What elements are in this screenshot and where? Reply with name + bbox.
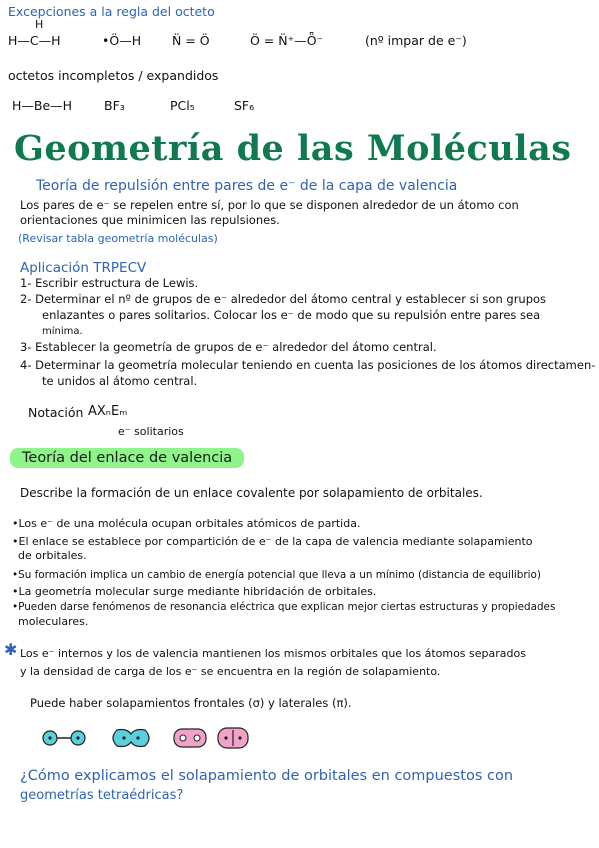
step-2-line-3: mínima. (42, 326, 83, 337)
molecule-oh: •Ö—H (102, 33, 142, 48)
application-heading: Aplicación TRPECV (20, 260, 147, 276)
tev-heading: Teoría del enlace de valencia (10, 448, 244, 468)
orbital-p-p-icon (174, 729, 206, 747)
molecule-no: N̈ = Ö (172, 33, 210, 48)
star-note-line-2: y la densidad de carga de los e⁻ se encuentra en la región de solapamiento. (20, 665, 441, 678)
tev-bullet-1: •Los e⁻ de una molécula ocupan orbitales atómicos de partida. (12, 517, 361, 530)
methyl-top-h: H (35, 18, 44, 31)
page-title: Geometría de las Moléculas (14, 128, 572, 169)
exceptions-heading: Excepciones a la regla del octeto (8, 4, 215, 19)
octets-heading: octetos incompletos / expandidos (8, 68, 219, 83)
notation-lone-pairs: e⁻ solitarios (118, 425, 184, 438)
example-sf6: SF₆ (234, 98, 255, 113)
orbital-lateral-icon (218, 728, 248, 748)
notation-formula: AXₙEₘ (88, 404, 128, 419)
step-2-line-1: 2- Determinar el nº de grupos de e⁻ alrededor del átomo central y establecer si son grupos (20, 292, 547, 306)
example-beh2: H—Be—H (12, 98, 73, 113)
trpev-heading: Teoría de repulsión entre pares de e⁻ de la capa de valencia (36, 178, 458, 194)
orbital-overlap-icon (113, 730, 149, 747)
step-4-line-1: 4- Determinar la geometría molecular teniendo en cuenta las posiciones de los átomos directamen- (20, 358, 596, 372)
notation-label: Notación (28, 405, 84, 420)
molecule-no2: Ö = N̈⁺—Ȫ⁻ (250, 33, 324, 48)
molecule-ch3: H—C—H (8, 33, 61, 48)
overlap-types: Puede haber solapamientos frontales (σ) y laterales (π). (30, 696, 352, 710)
step-4-line-2: te unidos al átomo central. (42, 374, 198, 388)
tev-description: Describe la formación de un enlace covalente por solapamiento de orbitales. (20, 486, 483, 500)
question-line-2: geometrías tetraédricas? (20, 788, 184, 803)
step-3: 3- Establecer la geometría de grupos de e⁻ alrededor del átomo central. (20, 340, 437, 354)
star-icon: ✱ (4, 640, 18, 659)
tev-bullet-5-line-2: moleculares. (18, 615, 89, 628)
example-pcl5: PCl₅ (170, 98, 195, 113)
orbital-s-s-icon (43, 731, 85, 745)
star-note-line-1: Los e⁻ internos y los de valencia mantienen los mismos orbitales que los átomos separados (20, 647, 526, 660)
trpev-line-1: Los pares de e⁻ se repelen entre sí, por lo que se disponen alrededor de un átomo con (20, 198, 519, 212)
tev-bullet-4: •La geometría molecular surge mediante hibridación de orbitales. (12, 585, 377, 598)
example-bf3: BF₃ (104, 98, 125, 113)
odd-electrons-note: (nº impar de e⁻) (365, 33, 467, 48)
tev-bullet-3: •Su formación implica un cambio de energía potencial que lleva a un mínimo (distancia de equilibrio) (12, 569, 541, 581)
trpev-line-2: orientaciones que minimicen las repulsiones. (20, 213, 280, 227)
tev-bullet-2-line-1: •El enlace se establece por compartición de e⁻ de la capa de valencia mediante solapamiento (12, 535, 533, 548)
review-table-note: (Revisar tabla geometría moléculas) (18, 232, 218, 245)
step-2-line-2: enlazantes o pares solitarios. Colocar los e⁻ de modo que su repulsión entre pares sea (42, 308, 541, 322)
question-line-1: ¿Cómo explicamos el solapamiento de orbitales en compuestos con (20, 768, 514, 784)
tev-bullet-2-line-2: de orbitales. (18, 549, 87, 562)
step-1: 1- Escribir estructura de Lewis. (20, 276, 199, 290)
tev-bullet-5-line-1: •Pueden darse fenómenos de resonancia eléctrica que explican mejor ciertas estructuras y propiedades (12, 601, 556, 613)
